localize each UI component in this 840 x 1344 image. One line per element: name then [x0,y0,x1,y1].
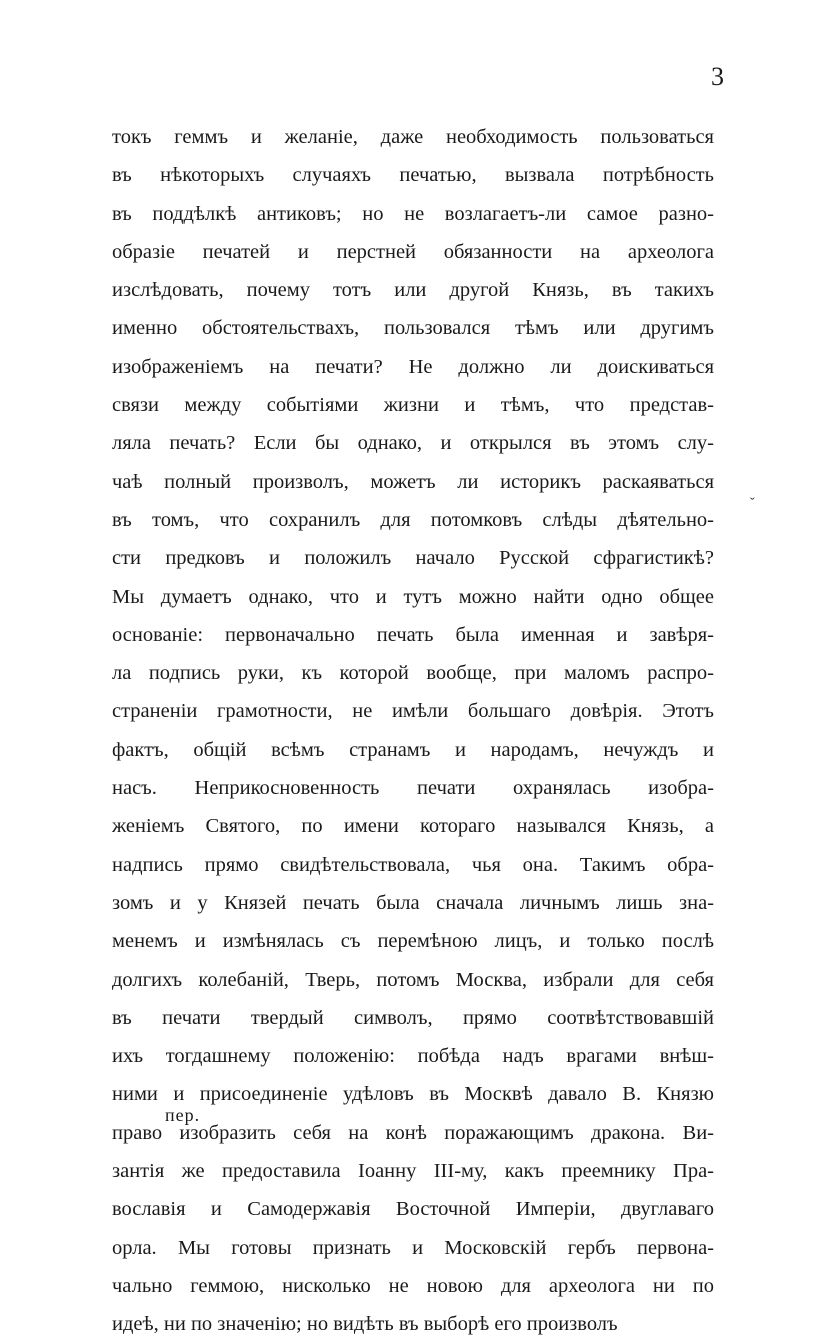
text-line: въ томъ, что сохранилъ для потомковъ слѣды дѣятельно- [112,508,714,531]
text-line: надпись прямо свидѣтельствовала, чья она. Такимъ обра- [112,853,714,876]
text-line: страненіи грамотности, не имѣли большаго довѣрія. Этотъ [112,700,714,723]
text-line: ихъ тогдашнему положенію: побѣда надъ врагами внѣш- [112,1045,714,1068]
text-line: связи между событіями жизни и тѣмъ, что представ- [112,394,714,417]
text-line: право изобразить себя на конѣ поражающимъ дракона. Ви- [112,1121,714,1144]
text-line: зомъ и у Князей печать была сначала личнымъ лишь зна- [112,891,714,914]
text-line: сти предковъ и положилъ начало Русской сфрагистикѣ? [112,547,714,570]
text-line: фактъ, общій всѣмъ странамъ и народамъ, нечуждъ и [112,738,714,761]
text-line: именно обстоятельствахъ, пользовался тѣмъ или другимъ [112,317,714,340]
text-line: орла. Мы готовы признать и Московскій гербъ первона- [112,1236,714,1259]
text-line: Мы думаетъ однако, что и тутъ можно найти одно общее [112,585,714,608]
text-line: ляла печать? Если бы однако, и открылся въ этомъ слу- [112,432,714,455]
text-line: въ печати твердый символъ, прямо соотвѣтствовавшій [112,1006,714,1029]
text-line: женіемъ Святого, по имени котораго назывался Князь, а [112,815,714,838]
text-line: чаѣ полный произволъ, можетъ ли историкъ раскаяваться [112,470,714,493]
text-line: вославія и Самодержавія Восточной Имперіи, двуглаваго [112,1198,714,1221]
text-line: идеѣ, ни по значенію; но видѣть въ выборѣ его произволъ [112,1313,618,1336]
text-line: токъ геммъ и желаніе, даже необходимость пользоваться [112,126,714,148]
text-line: образіе печатей и перстней обязанности на археолога [112,240,714,263]
text-line: изображеніемъ на печати? Не должно ли доискиваться [112,355,714,378]
text-line: чально геммою, нисколько не новою для археолога ни по [112,1274,714,1297]
text-line: въ поддѣлкѣ антиковъ; но не возлагаетъ-ли самое разно- [112,202,714,225]
text-line: изслѣдовать, почему тотъ или другой Князь, въ такихъ [112,279,714,302]
text-line: въ нѣкоторыхъ случаяхъ печатью, вызвала потрѣбность [112,164,714,187]
stray-ink-mark: ˇ [750,496,755,511]
text-line: зантія же предоставила Іоанну III-му, какъ преемнику Пра- [112,1160,714,1183]
text-line: долгихъ колебаній, Тверь, потомъ Москва, избрали для себя [112,968,714,991]
body-text [112,118,714,1344]
page-number: 3 [711,62,724,91]
text-line: менемъ и измѣнялась съ перемѣною лицъ, и только послѣ [112,930,714,953]
text-line: ла подпись руки, къ которой вообще, при маломъ распро- [112,662,714,685]
catchword: пер. [165,1105,201,1125]
text-line: насъ. Неприкосновенность печати охранялась изобра- [112,777,714,800]
text-line: основаніе: первоначально печать была именная и завѣря- [112,623,714,646]
text-line: ними и присоединеніе удѣловъ въ Москвѣ давало В. Князю [112,1083,714,1106]
